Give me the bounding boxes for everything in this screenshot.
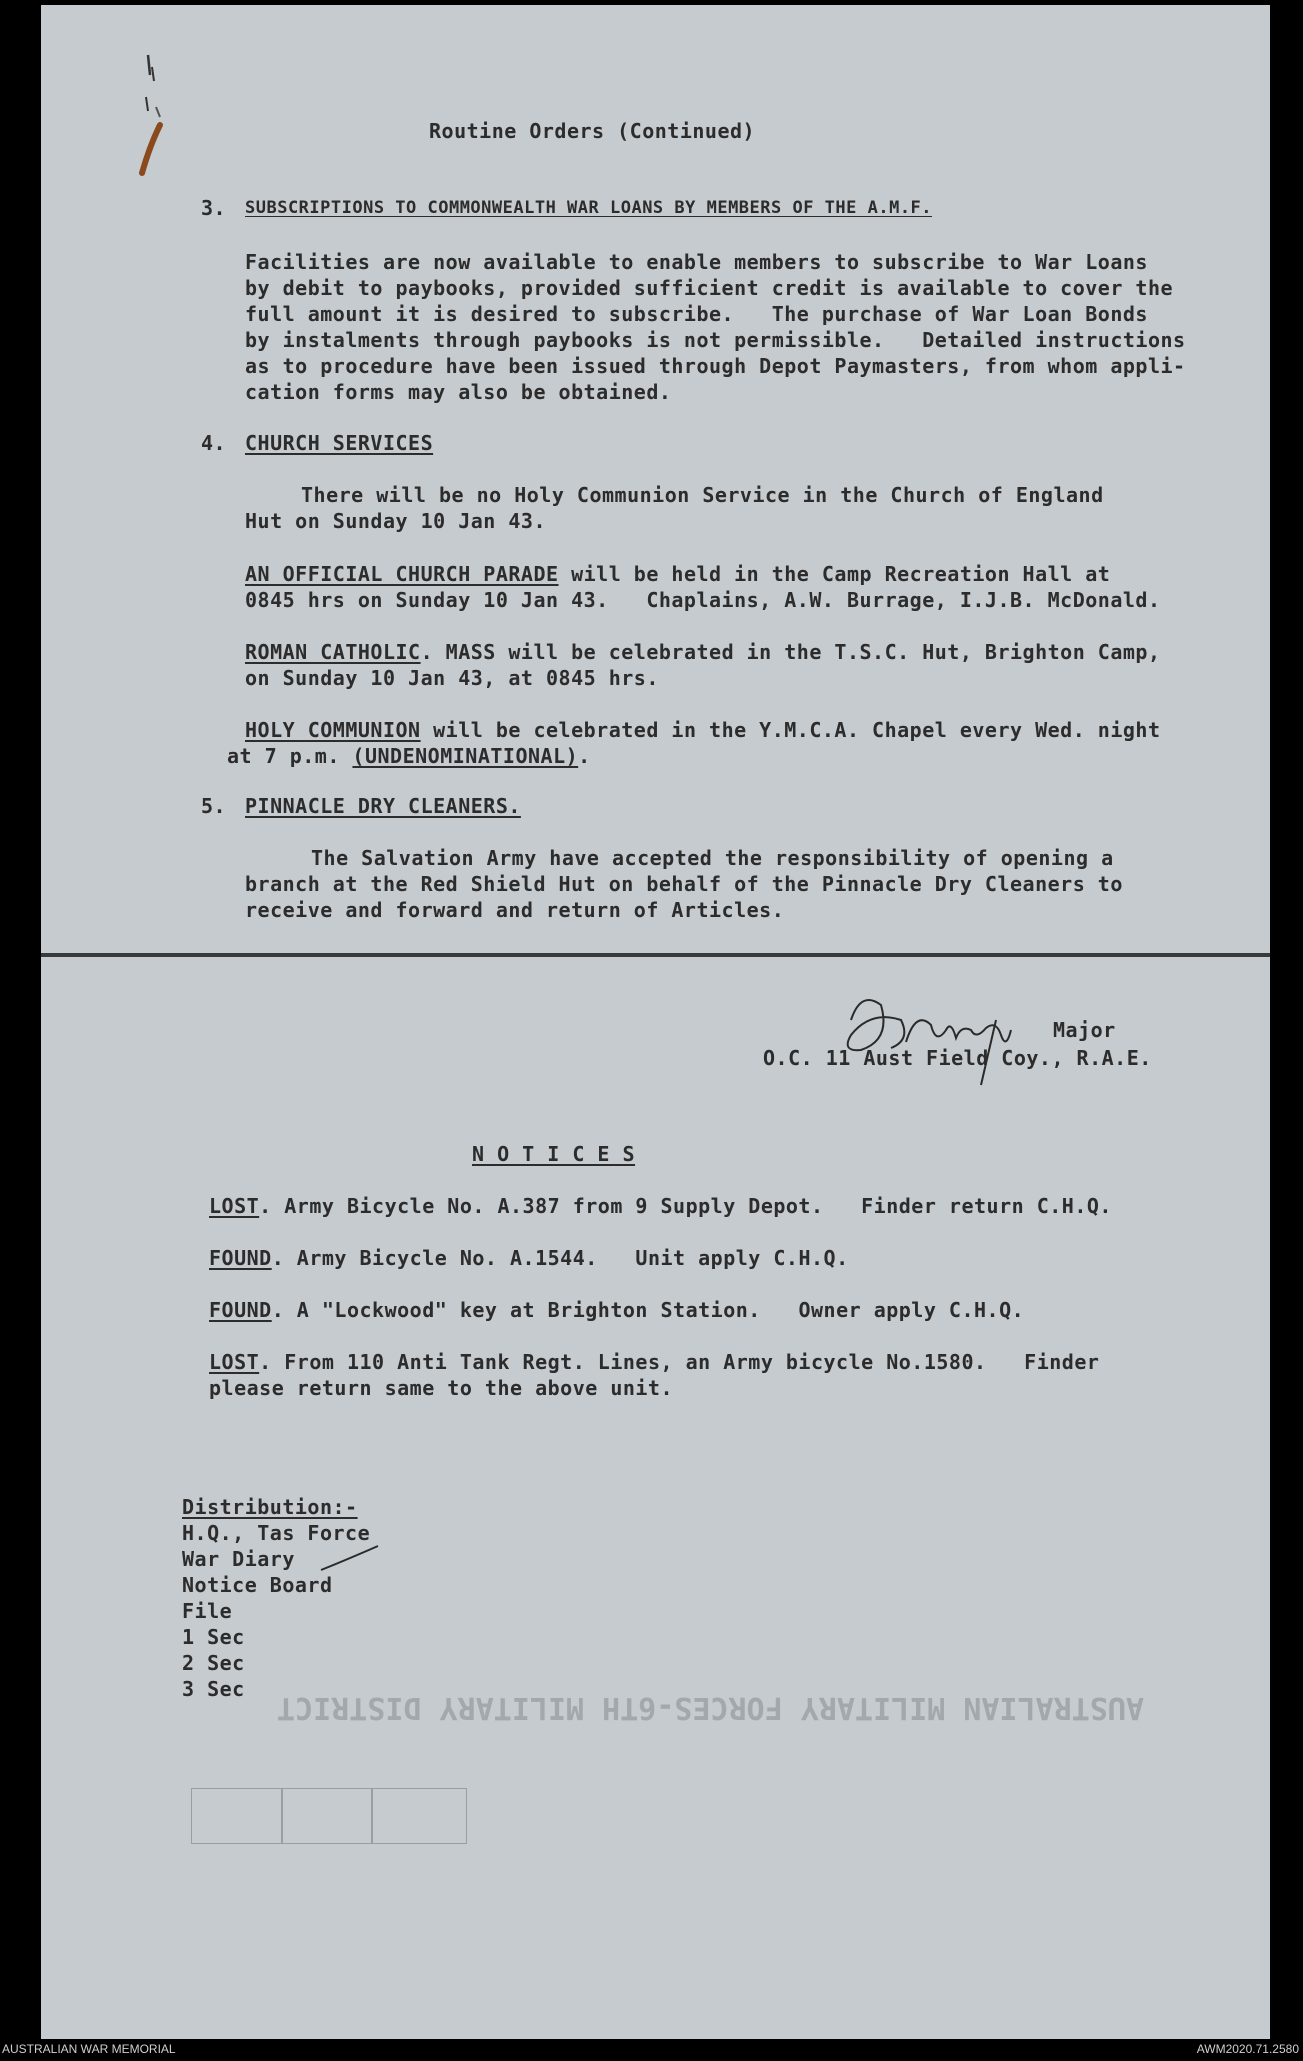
item-4-title: CHURCH SERVICES xyxy=(245,431,434,455)
notice-entry: LOST. Army Bicycle No. A.387 from 9 Supply Depot. Finder return C.H.Q. xyxy=(209,1194,1112,1218)
item-3-line: cation forms may also be obtained. xyxy=(245,380,672,404)
distribution-item: 1 Sec xyxy=(182,1625,245,1649)
pencil-marks xyxy=(126,45,186,185)
item-4-para3-line2: on Sunday 10 Jan 43, at 0845 hrs. xyxy=(245,666,659,690)
page-heading: Routine Orders (Continued) xyxy=(429,119,756,143)
item-4-para3: ROMAN CATHOLIC. MASS will be celebrated in the T.S.C. Hut, Brighton Camp, xyxy=(245,640,1161,664)
distribution-item: File xyxy=(182,1599,233,1623)
church-parade-lead: AN OFFICIAL CHURCH PARADE xyxy=(245,562,559,586)
notice-lead: FOUND xyxy=(209,1246,272,1270)
item-4-para1: There will be no Holy Communion Service in the Church of England xyxy=(301,483,1104,507)
bleed-through-text: AUSTRALIAN MILITARY FORCES-6TH MILITARY DISTRICT xyxy=(277,1690,1144,1725)
distribution-item: H.Q., Tas Force xyxy=(182,1521,371,1545)
stamp-box xyxy=(371,1788,467,1844)
roman-catholic-lead: ROMAN CATHOLIC xyxy=(245,640,421,664)
distribution-item: War Diary xyxy=(182,1547,295,1571)
item-4-para4: HOLY COMMUNION will be celebrated in the Y.M.C.A. Chapel every Wed. night xyxy=(245,718,1161,742)
item-3-line: Facilities are now available to enable members to subscribe to War Loans xyxy=(245,250,1148,274)
footer-right: AWM2020.71.2580 xyxy=(1196,2042,1299,2056)
item-3-number: 3. xyxy=(201,196,227,220)
document-page xyxy=(41,5,1270,2039)
item-4-number: 4. xyxy=(201,431,227,455)
item-4-para1: Hut on Sunday 10 Jan 43. xyxy=(245,509,546,533)
item-5-number: 5. xyxy=(201,794,227,818)
notice-entry-line2: please return same to the above unit. xyxy=(209,1376,674,1400)
notice-lead: FOUND xyxy=(209,1298,272,1322)
item-5-line: receive and forward and return of Articles. xyxy=(245,898,785,922)
item-3-title: SUBSCRIPTIONS TO COMMONWEALTH WAR LOANS BY MEMBERS OF THE A.M.F. xyxy=(245,198,933,218)
notices-title: N O T I C E S xyxy=(472,1142,636,1166)
holy-communion-lead: HOLY COMMUNION xyxy=(245,718,421,742)
notice-entry: FOUND. Army Bicycle No. A.1544. Unit apply C.H.Q. xyxy=(209,1246,849,1270)
item-3-line: as to procedure have been issued through Depot Paymasters, from whom appli- xyxy=(245,354,1186,378)
signature-rank: Major xyxy=(1053,1018,1116,1042)
tick-mark xyxy=(316,1538,386,1578)
notice-lead: LOST xyxy=(209,1194,260,1218)
item-5-line: branch at the Red Shield Hut on behalf of the Pinnacle Dry Cleaners to xyxy=(245,872,1123,896)
notice-entry: FOUND. A "Lockwood" key at Brighton Station. Owner apply C.H.Q. xyxy=(209,1298,1025,1322)
distribution-item: 3 Sec xyxy=(182,1677,245,1701)
signature-unit: O.C. 11 Aust Field Coy., R.A.E. xyxy=(763,1046,1152,1070)
item-5-title: PINNACLE DRY CLEANERS. xyxy=(245,794,521,818)
notice-lead: LOST xyxy=(209,1350,260,1374)
distribution-item: 2 Sec xyxy=(182,1651,245,1675)
item-3-line: full amount it is desired to subscribe. The purchase of War Loan Bonds xyxy=(245,302,1148,326)
stamp-box xyxy=(281,1788,373,1844)
stamp-box xyxy=(191,1788,283,1844)
signature-scrawl xyxy=(821,980,1071,1090)
section-divider xyxy=(41,953,1270,957)
item-4-para2-line2: 0845 hrs on Sunday 10 Jan 43. Chaplains, A.W. Burrage, I.J.B. McDonald. xyxy=(245,588,1161,612)
item-5-line: The Salvation Army have accepted the responsibility of opening a xyxy=(311,846,1114,870)
item-4-para4-line2: at 7 p.m. (UNDENOMINATIONAL). xyxy=(227,744,591,768)
item-3-line: by debit to paybooks, provided sufficient credit is available to cover the xyxy=(245,276,1174,300)
footer-left: AUSTRALIAN WAR MEMORIAL xyxy=(2,2042,176,2056)
distribution-item: Notice Board xyxy=(182,1573,333,1597)
notice-entry: LOST. From 110 Anti Tank Regt. Lines, an Army bicycle No.1580. Finder xyxy=(209,1350,1100,1374)
item-4-para2: AN OFFICIAL CHURCH PARADE will be held in the Camp Recreation Hall at xyxy=(245,562,1111,586)
distribution-title: Distribution:- xyxy=(182,1495,358,1519)
item-3-line: by instalments through paybooks is not permissible. Detailed instructions xyxy=(245,328,1186,352)
undenominational: (UNDENOMINATIONAL) xyxy=(352,744,579,768)
